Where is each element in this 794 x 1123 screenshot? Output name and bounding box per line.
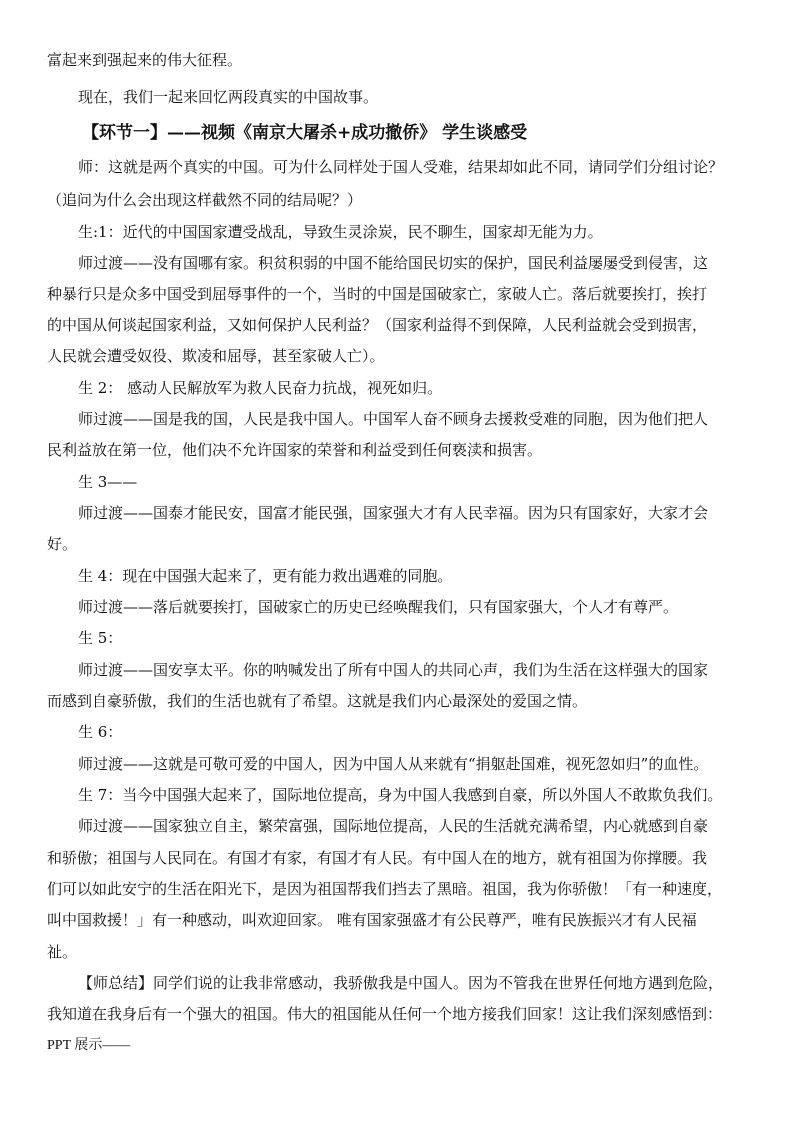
text-line: 叫中国救援！」有一种感动，叫欢迎回家。 唯有国家强盛才有公民尊严，唯有民族振兴才有人民福 <box>47 911 697 929</box>
text-line: 的中国从何谈起国家利益，又如何保护人民利益？（国家利益得不到保障，人民利益就会受到损害， <box>47 316 708 334</box>
text-line: 好。 <box>47 535 78 553</box>
text-line: 师过渡——这就是可敬可爱的中国人，因为中国人从来就有“捐躯赴国难，视死忽如归”的血性。 <box>78 755 709 773</box>
text-line: 种暴行只是众多中国受到屈辱事件的一个，当时的中国是国破家亡，家破人亡。落后就要挨打，挨打 <box>47 285 708 303</box>
text-line: 们可以如此安宁的生活在阳光下，是因为祖国帮我们挡去了黑暗。祖国，我为你骄傲！「有一种速度， <box>47 880 723 898</box>
text-line: 【师总结】同学们说的让我非常感动，我骄傲我是中国人。因为不管我在世界任何地方遇到危险， <box>78 974 724 992</box>
text-line: 生 6： <box>78 723 123 741</box>
text-line: PPT 展示—— <box>47 1038 131 1053</box>
text-line: 生 5： <box>78 629 123 647</box>
text-line: 师过渡——国家独立自主，繁荣富强，国际地位提高，人民的生活就充满希望，内心就感到自豪 <box>78 817 709 835</box>
text-line: 我知道在我身后有一个强大的祖国。伟大的祖国能从任何一个地方接我们回家！这让我们深刻感悟到： <box>47 1005 723 1023</box>
text-line: （追问为什么会出现这样截然不同的结局呢？） <box>47 191 363 209</box>
text-line: 生 3—— <box>78 473 138 491</box>
text-line: 师过渡——国安享太平。你的呐喊发出了所有中国人的共同心声，我们为生活在这样强大的国家 <box>78 661 709 679</box>
text-line: 师：这就是两个真实的中国。可为什么同样处于国人受难，结果却如此不同，请同学们分组讨论？ <box>78 158 724 176</box>
text-line: 生 7：当今中国强大起来了，国际地位提高，身为中国人我感到自豪，所以外国人不敢欺负我们。 <box>78 786 723 804</box>
text-line: 生:1：近代的中国国家遭受战乱，导致生灵涂炭，民不聊生，国家却无能为力。 <box>78 223 603 241</box>
text-line: 民利益放在第一位，他们决不允许国家的荣誉和利益受到任何亵渎和损害。 <box>47 441 543 459</box>
section-heading: 【环节一】——视频《南京大屠杀+成功撤侨》 学生谈感受 <box>82 123 528 143</box>
text-line: 富起来到强起来的伟大征程。 <box>47 51 243 69</box>
text-line: 祉。 <box>47 943 78 961</box>
text-line: 人民就会遭受奴役、欺凌和屈辱，甚至家破人亡）。 <box>47 347 385 365</box>
text-line: 而感到自豪骄傲，我们的生活也就有了希望。这就是我们内心最深处的爱国之情。 <box>47 692 588 710</box>
text-line: 和骄傲；祖国与人民同在。有国才有家，有国才有人民。有中国人在的地方，就有祖国为你撑腰。我 <box>47 849 708 867</box>
text-line: 生 2： 感动人民解放军为救人民奋力抗战，视死如归。 <box>78 379 443 397</box>
text-line: 师过渡——国泰才能民安，国富才能民强，国家强大才有人民幸福。因为只有国家好，大家才会 <box>78 504 709 522</box>
text-line: 师过渡——落后就要挨打，国破家亡的历史已经唤醒我们，只有国家强大，个人才有尊严。 <box>78 598 679 616</box>
text-line: 现在，我们一起来回忆两段真实的中国故事。 <box>78 88 379 106</box>
text-line: 生 4：现在中国强大起来了，更有能力救出遇难的同胞。 <box>78 567 453 585</box>
text-line: 师过渡——国是我的国，人民是我中国人。中国军人奋不顾身去援救受难的同胞，因为他们把人 <box>78 410 709 428</box>
text-line: 师过渡——没有国哪有家。积贫积弱的中国不能给国民切实的保护，国民利益屡屡受到侵害，这 <box>78 254 709 272</box>
